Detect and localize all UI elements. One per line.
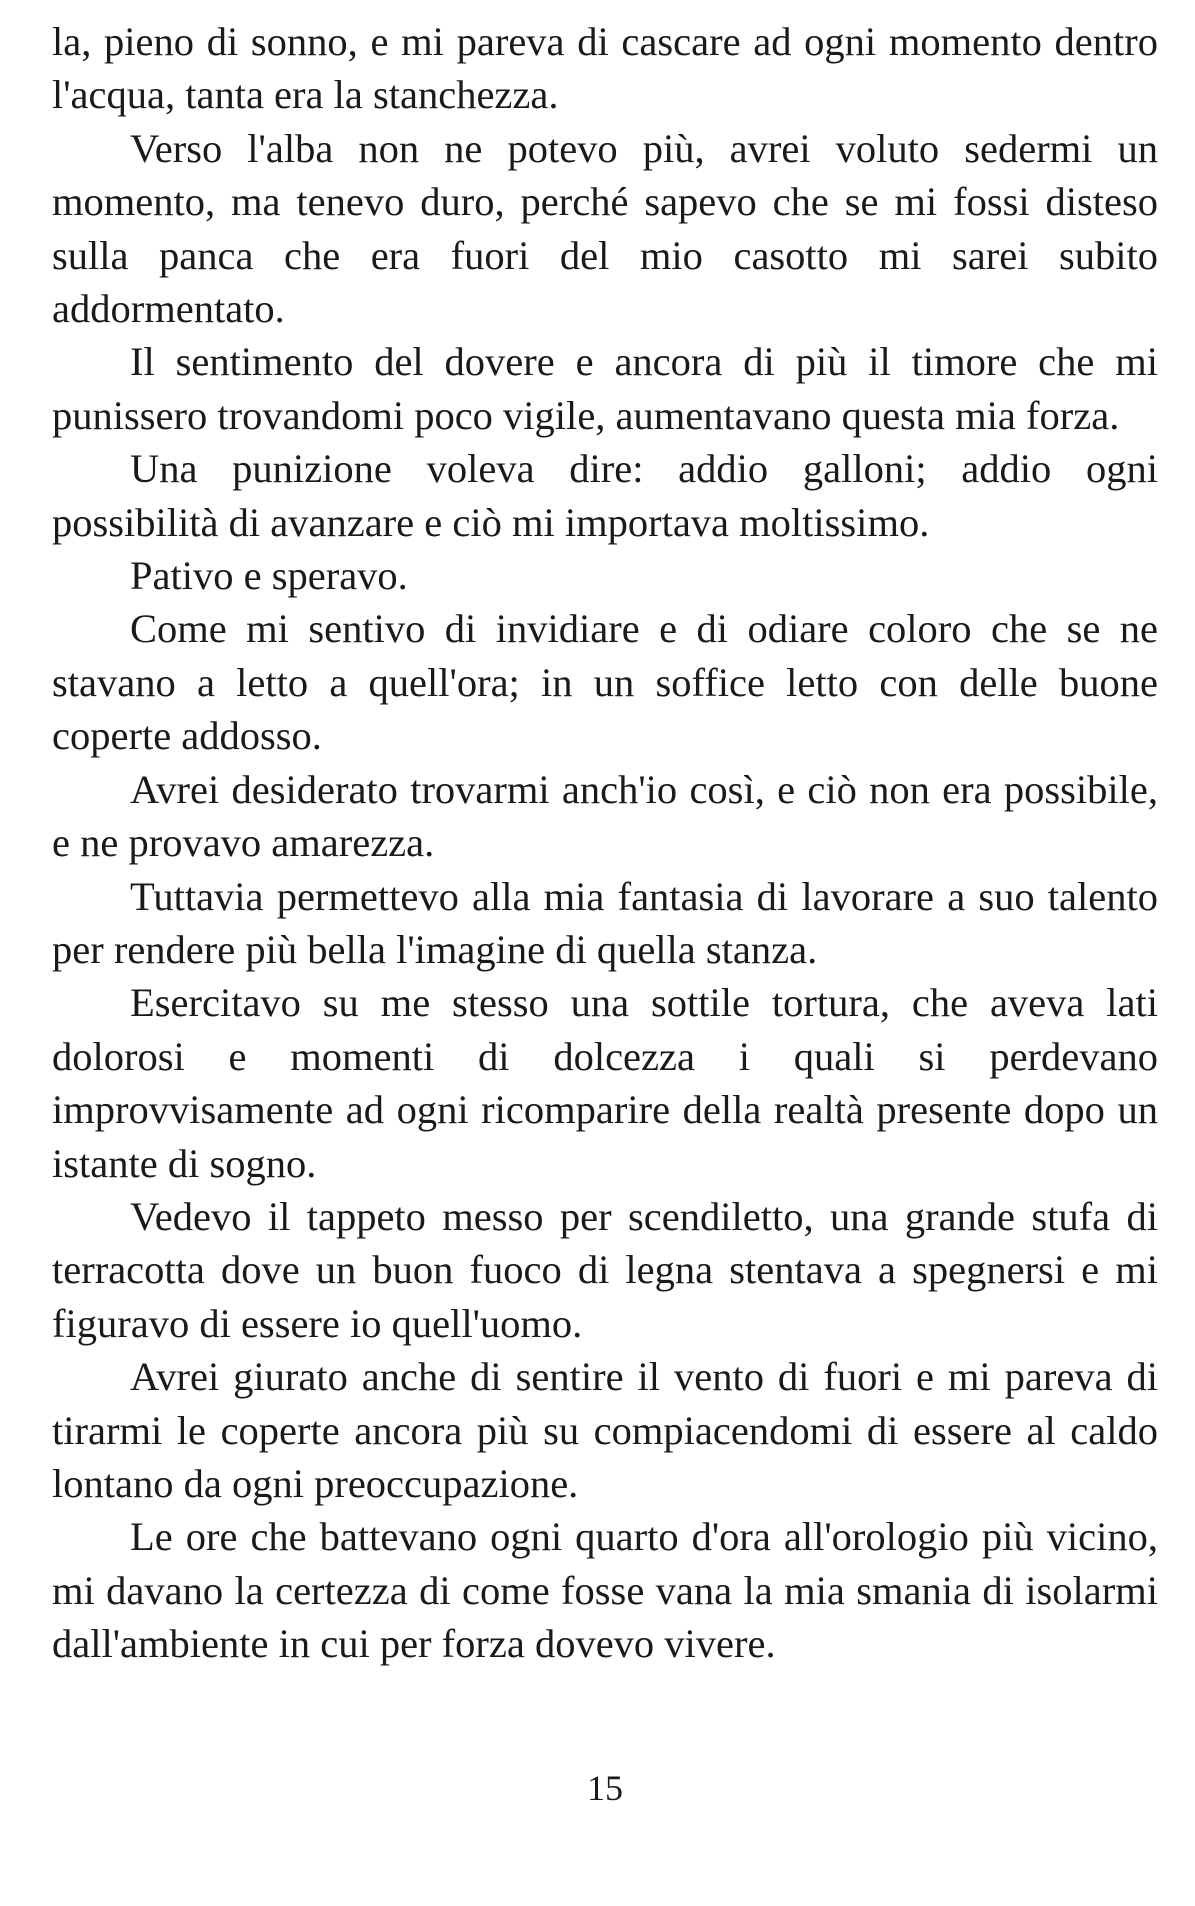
- paragraph-2: Verso l'alba non ne potevo più, avrei voluto sedermi un momento, ma tenevo duro, perché sapevo che se mi fossi disteso sulla panca che era fuori del mio casotto mi sarei subito addormentato.: [52, 125, 1158, 332]
- paragraph-7: Avrei desiderato trovarmi anch'io così, e ciò non era possibile, e ne provavo amarezza.: [52, 766, 1158, 866]
- paragraph-4: Una punizione voleva dire: addio galloni; addio ogni possibilità di avanzare e ciò mi importava moltissimo.: [52, 446, 1158, 545]
- body-text: [52, 15, 1158, 1671]
- paragraph-3: Il sentimento del dovere e ancora di più il timore che mi punissero trovandomi poco vigile, aumentavano questa mia forza.: [52, 339, 1158, 438]
- page-number: 15: [587, 1768, 623, 1808]
- paragraph-12: Le ore che battevano ogni quarto d'ora all'orologio più vicino, mi davano la certezza di come fosse vana la mia smania di isolarmi dall'ambiente in cui per forza dovevo vivere.: [52, 1514, 1158, 1667]
- paragraph-10: Vedevo il tappeto messo per scendiletto, una grande stufa di terracotta dove un buon fuoco di legna stentava a spegnersi e mi figuravo di essere io quell'uomo.: [52, 1193, 1158, 1346]
- book-page: [52, 0, 1158, 1906]
- paragraph-8: Tuttavia permettevo alla mia fantasia di lavorare a suo talento per rendere più bella l'imagine di quella stanza.: [52, 873, 1158, 972]
- paragraph-5: Pativo e speravo.: [130, 553, 408, 599]
- paragraph-1: la, pieno di sonno, e mi pareva di cascare ad ogni momento dentro l'acqua, tanta era la stanchezza.: [52, 19, 1158, 118]
- paragraph-11: Avrei giurato anche di sentire il vento di fuori e mi pareva di tirarmi le coperte ancora più su compiacendomi di essere al caldo lontano da ogni preoccupazione.: [52, 1354, 1158, 1506]
- paragraph-9: Esercitavo su me stesso una sottile tortura, che aveva lati dolorosi e momenti di dolcezza i quali si perdevano improvvisamente ad ogni ricomparire della realtà presente dopo un istante di sogno.: [52, 980, 1158, 1186]
- paragraph-6: Come mi sentivo di invidiare e di odiare coloro che se ne stavano a letto a quell'ora; in un soffice letto con delle buone coperte addosso.: [52, 606, 1158, 759]
